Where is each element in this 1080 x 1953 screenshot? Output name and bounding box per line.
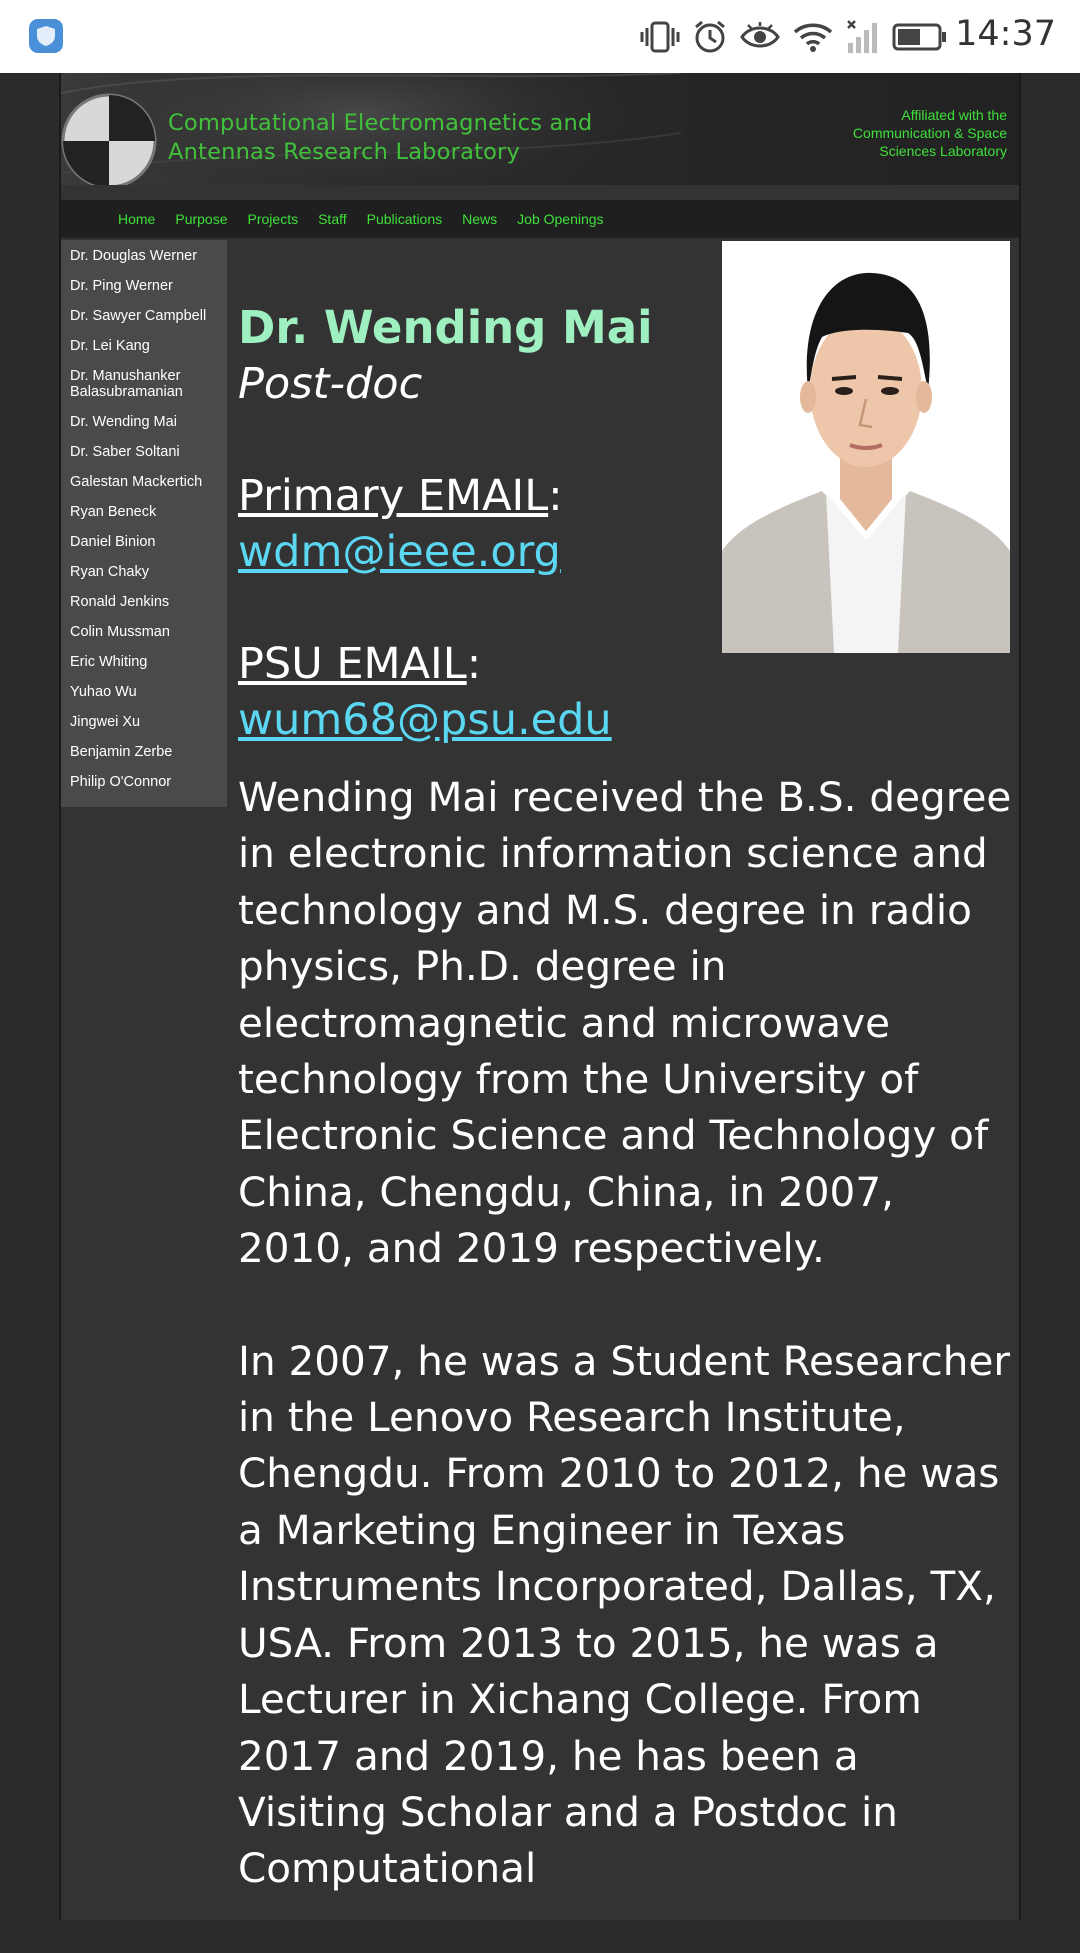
eye-icon [740,22,780,52]
wifi-icon [792,20,834,54]
staff-link[interactable]: Jingwei Xu [70,714,141,730]
profile-name: Dr. Wending Mai [238,301,653,354]
header-banner [61,73,1019,185]
top-nav [61,200,1019,238]
nav-news[interactable]: News [462,211,498,227]
staff-link[interactable]: Dr. Lei Kang [70,338,150,354]
primary-email-colon: : [548,471,563,521]
nav-publications[interactable]: Publications [366,211,443,227]
staff-link[interactable]: Dr. Saber Soltani [70,444,180,460]
psu-email-label-text: PSU EMAIL [238,639,467,689]
staff-link[interactable]: Dr. Ping Werner [70,278,173,294]
lab-title-line1: Computational Electromagnetics and [168,110,593,136]
psu-email-link[interactable]: wum68@psu.edu [238,695,612,745]
shield-icon [29,19,63,53]
nav-staff[interactable]: Staff [318,211,347,227]
staff-link[interactable]: Philip O'Connor [70,774,172,790]
staff-link[interactable]: Benjamin Zerbe [70,744,173,760]
lab-title [168,109,592,167]
staff-link[interactable]: Dr. Sawyer Campbell [70,308,207,324]
nav-projects[interactable]: Projects [247,211,299,227]
staff-link[interactable]: Dr. Wending Mai [70,414,177,430]
staff-link[interactable]: Colin Mussman [70,624,170,640]
staff-link[interactable]: Dr. Douglas Werner [70,248,198,264]
nav-job-openings[interactable]: Job Openings [517,211,604,227]
status-time: 14:37 [955,14,1056,54]
vibrate-icon [640,20,680,54]
bio-paragraph-2: In 2007, he was a Student Researcher in the Lenovo Research Institute, Chengdu. From 2010 to 2012, he was a Marketing Engineer in Texas Instruments Incorporated, Dallas, TX, USA. From 2013 to 2015, he was a Lecturer in Xichang College. From 2017 and 2019, he has been a Visiting Scholar and a Postdoc in Computational [238,1336,1011,1893]
affiliation-line2[interactable]: Communication & Space [852,125,1007,141]
signal-icon [846,19,880,55]
profile-photo [722,241,1010,653]
primary-email-label [238,471,563,521]
staff-link[interactable]: Ryan Chaky [70,564,149,580]
staff-link[interactable]: Dr. Manushanker Balasubramanian [70,368,183,400]
battery-icon [892,22,948,52]
alarm-icon [692,19,728,55]
staff-link[interactable]: Yuhao Wu [70,684,137,700]
psu-email-colon: : [466,639,482,689]
staff-sidebar [61,240,227,807]
web-page [59,73,1021,1920]
staff-link[interactable]: Eric Whiting [70,654,148,670]
bio-paragraph-1: Wending Mai received the B.S. degree in electronic information science and technology and M.S. degree in radio physics, Ph.D. degree in electromagnetic and microwave technology from the University of Electronic Science and Technology of China, Chengdu, China, in 2007, 2010, and 2019 respectively. [238,773,1012,1273]
staff-link[interactable]: Daniel Binion [70,534,156,550]
lab-title-line2: Antennas Research Laboratory [168,139,521,165]
nav-purpose[interactable]: Purpose [175,211,228,227]
primary-email-label-text: Primary EMAIL [238,471,549,521]
psu-email-label [238,639,481,689]
status-bar [0,0,1080,73]
primary-email-link[interactable]: wdm@ieee.org [238,527,561,577]
profile-role: Post-doc [238,359,423,409]
affiliation-line3[interactable]: Sciences Laboratory [879,143,1007,159]
nav-home[interactable]: Home [118,211,156,227]
staff-link[interactable]: Ronald Jenkins [70,594,170,610]
affiliation-line1: Affiliated with the [901,107,1007,123]
staff-link[interactable]: Galestan Mackertich [70,474,203,490]
biography [238,769,1018,1953]
staff-link[interactable]: Ryan Beneck [70,504,157,520]
affiliation-text [853,106,1007,160]
